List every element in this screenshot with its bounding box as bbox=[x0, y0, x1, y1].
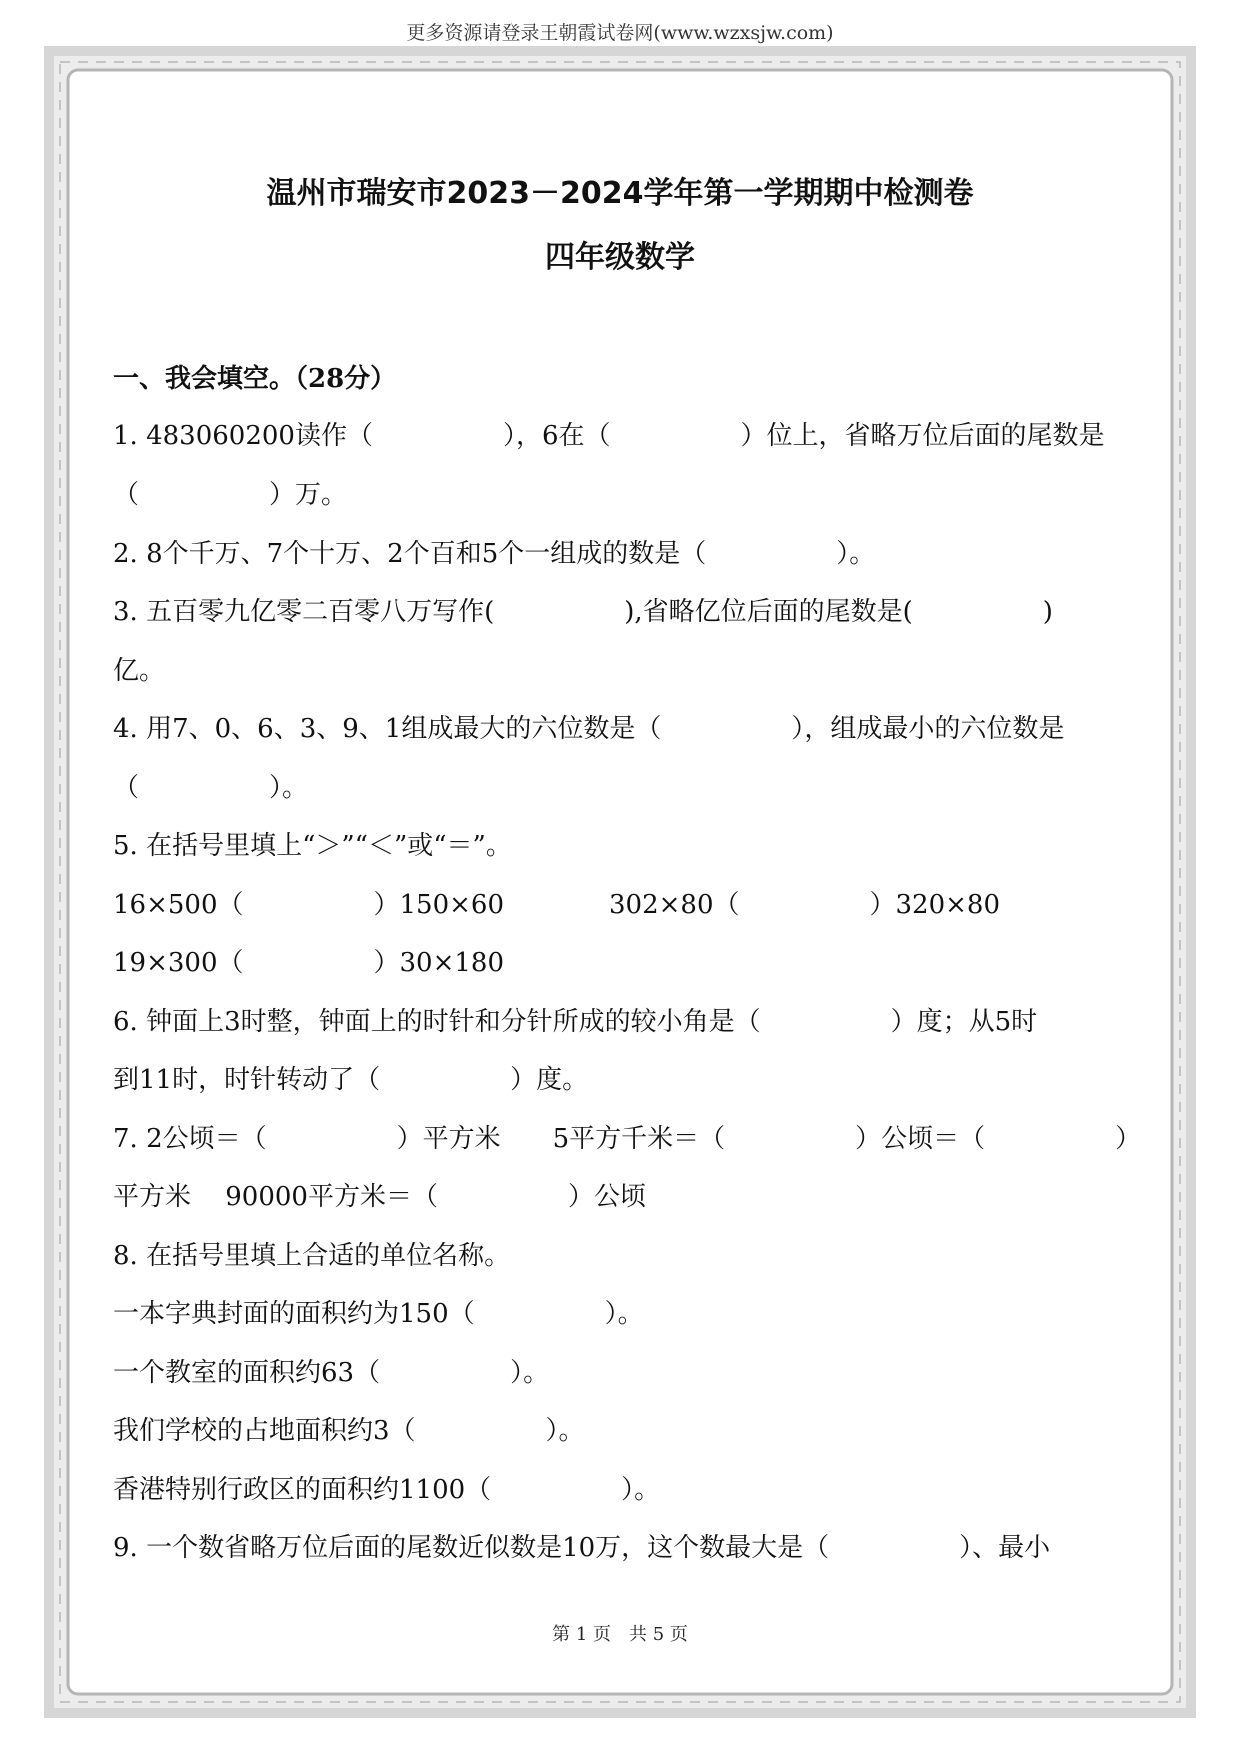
question-line: （ ）万。 bbox=[113, 480, 348, 510]
question-line: 亿。 bbox=[113, 656, 166, 686]
question-line: 我们学校的占地面积约3（ ）。 bbox=[113, 1416, 585, 1446]
exam-title: 温州市瑞安市2023－2024学年第一学期期中检测卷 bbox=[266, 176, 974, 211]
question-line: 一个教室的面积约63（ ）。 bbox=[113, 1358, 550, 1388]
decorative-wavy-border bbox=[44, 46, 1196, 1718]
question-line: 香港特别行政区的面积约1100（ ）。 bbox=[113, 1475, 661, 1505]
compare-item: 19×300（ ）30×180 bbox=[113, 948, 504, 978]
question-line: 到11时，时针转动了（ ）度。 bbox=[113, 1065, 589, 1095]
question-line: 一本字典封面的面积约为150（ ）。 bbox=[113, 1299, 644, 1329]
section-heading: 一、我会填空。（28分） bbox=[113, 364, 397, 394]
question-line: 7. 2公顷＝（ ）平方米 5平方千米＝（ ）公顷＝（ ） bbox=[113, 1124, 1142, 1154]
question-line: （ ）。 bbox=[113, 773, 309, 803]
question-line: 3. 五百零九亿零二百零八万写作( ),省略亿位后面的尾数是( ) bbox=[113, 597, 1053, 627]
question-line: 6. 钟面上3时整，钟面上的时针和分针所成的较小角是（ ）度；从5时 bbox=[113, 1007, 1038, 1037]
question-line: 9. 一个数省略万位后面的尾数近似数是10万，这个数最大是（ ）、最小 bbox=[113, 1533, 1051, 1563]
page-footer: 第 1 页 共 5 页 bbox=[552, 1624, 688, 1645]
question-line: 2. 8个千万、7个十万、2个百和5个一组成的数是（ ）。 bbox=[113, 539, 876, 569]
exam-subtitle: 四年级数学 bbox=[545, 240, 695, 275]
watermark-text: 更多资源请登录王朝霞试卷网(www.wzxsjw.com) bbox=[406, 22, 834, 44]
compare-item: 16×500（ ）150×60 bbox=[113, 890, 504, 920]
question-line: 平方米 90000平方米＝（ ）公顷 bbox=[113, 1182, 646, 1212]
question-line: 4. 用7、0、6、3、9、1组成最大的六位数是（ ），组成最小的六位数是 bbox=[113, 714, 1065, 744]
compare-item: 302×80（ ）320×80 bbox=[609, 890, 1000, 920]
question-line: 5. 在括号里填上“＞”“＜”或“＝”。 bbox=[113, 831, 512, 861]
question-line: 1. 483060200读作（ ），6在（ ）位上，省略万位后面的尾数是 bbox=[113, 421, 1105, 451]
question-line: 8. 在括号里填上合适的单位名称。 bbox=[113, 1241, 511, 1271]
